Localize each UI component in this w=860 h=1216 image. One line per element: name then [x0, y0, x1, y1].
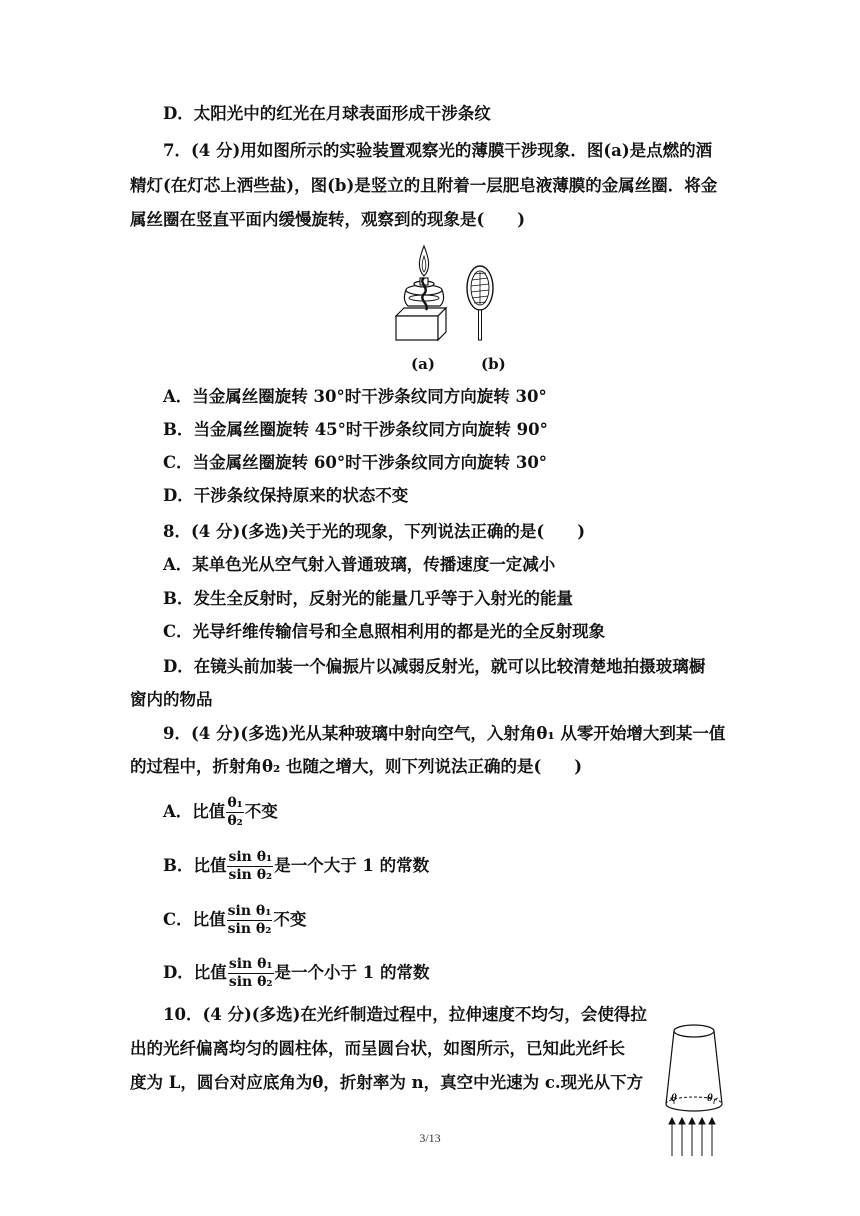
- q7-figure: [390, 242, 510, 348]
- q8-option-a: A．某单色光从空气射入普通玻璃，传播速度一定减小: [163, 555, 556, 574]
- theta-label-left: θ: [671, 1092, 677, 1104]
- fraction-numerator: sin θ₁: [228, 849, 273, 865]
- q8-stem: 8．(4 分)(多选)关于光的现象，下列说法正确的是( ): [163, 522, 586, 541]
- q10-stem-line3: 度为 L，圆台对应底角为θ，折射率为 n，真空中光速为 c.现光从下方: [130, 1073, 644, 1092]
- q9-option-c-fraction: [227, 903, 273, 938]
- q9-option-a: [163, 792, 278, 832]
- q9-option-d-fraction: [228, 956, 274, 991]
- q9-option-c: [163, 900, 306, 940]
- fraction-denominator: θ₂: [227, 813, 243, 829]
- q6-option-d: D．太阳光中的红光在月球表面形成干涉条纹: [163, 104, 491, 123]
- q8-option-d-line1: D．在镜头前加装一个偏振片以减弱反射光，就可以比较清楚地拍摄玻璃橱: [163, 657, 706, 676]
- theta-label-right: θ: [707, 1092, 713, 1104]
- q9-option-b: [163, 846, 429, 886]
- fraction-numerator: sin θ₁: [227, 903, 272, 919]
- fraction-denominator: sin θ₂: [227, 921, 272, 937]
- q10-stem-line1: 10．(4 分)(多选)在光纤制造过程中，拉伸速度不均匀，会使得拉: [163, 1005, 647, 1024]
- q8-option-c: C．光导纤维传输信号和全息照相利用的都是光的全反射现象: [163, 622, 606, 641]
- q9-option-c-suffix: 不变: [273, 910, 307, 929]
- wire-loop-figure: [467, 266, 493, 340]
- q8-option-d-line2: 窗内的物品: [130, 690, 213, 709]
- q7-figure-label-b: (b): [481, 355, 506, 373]
- q7-option-b: B．当金属丝圈旋转 45°时干涉条纹同方向旋转 90°: [163, 420, 548, 439]
- alcohol-lamp-figure: [396, 246, 446, 340]
- q7-stem-line3: 属丝圈在竖直平面内缓慢旋转，观察到的现象是( ): [130, 210, 526, 229]
- q10-stem-line2: 出的光纤偏离均匀的圆柱体，而呈圆台状，如图所示，已知此光纤长: [130, 1039, 625, 1058]
- q9-option-d-prefix: D．比值: [163, 963, 227, 982]
- q9-option-b-suffix: 是一个大于 1 的常数: [274, 856, 430, 875]
- q7-figure-label-a: (a): [411, 355, 435, 373]
- q9-option-d-suffix: 是一个小于 1 的常数: [274, 963, 430, 982]
- q9-option-a-suffix: 不变: [244, 802, 278, 821]
- q9-option-a-fraction: [226, 795, 243, 830]
- fraction-denominator: sin θ₂: [228, 974, 273, 990]
- q9-stem-line1: 9．(4 分)(多选)光从某种玻璃中射向空气，入射角θ₁ 从零开始增大到某一值: [163, 724, 726, 743]
- q9-option-d: [163, 953, 430, 993]
- q7-option-c: C．当金属丝圈旋转 60°时干涉条纹同方向旋转 30°: [163, 453, 548, 472]
- q7-stem-line2: 精灯(在灯芯上洒些盐)，图(b)是竖立的且附着一层肥皂液薄膜的金属丝圈．将金: [130, 176, 718, 195]
- q9-option-b-prefix: B．比值: [163, 856, 227, 875]
- page-number: 3/13: [419, 1131, 441, 1145]
- q9-stem-line2: 的过程中，折射角θ₂ 也随之增大，则下列说法正确的是( ): [130, 757, 583, 776]
- fraction-numerator: sin θ₁: [228, 956, 273, 972]
- q9-option-c-prefix: C．比值: [163, 910, 226, 929]
- q9-option-b-fraction: [227, 849, 273, 884]
- q9-option-a-prefix: A．比值: [163, 802, 226, 821]
- q7-option-a: A．当金属丝圈旋转 30°时干涉条纹同方向旋转 30°: [163, 387, 547, 406]
- fraction-denominator: sin θ₂: [228, 867, 273, 883]
- fraction-numerator: θ₁: [227, 795, 243, 811]
- q7-option-d: D．干涉条纹保持原来的状态不变: [163, 486, 409, 505]
- q7-stem-line1: 7．(4 分)用如图所示的实验装置观察光的薄膜干涉现象．图(a)是点燃的酒: [163, 141, 713, 160]
- q8-option-b: B．发生全反射时，反射光的能量几乎等于入射光的能量: [163, 589, 573, 608]
